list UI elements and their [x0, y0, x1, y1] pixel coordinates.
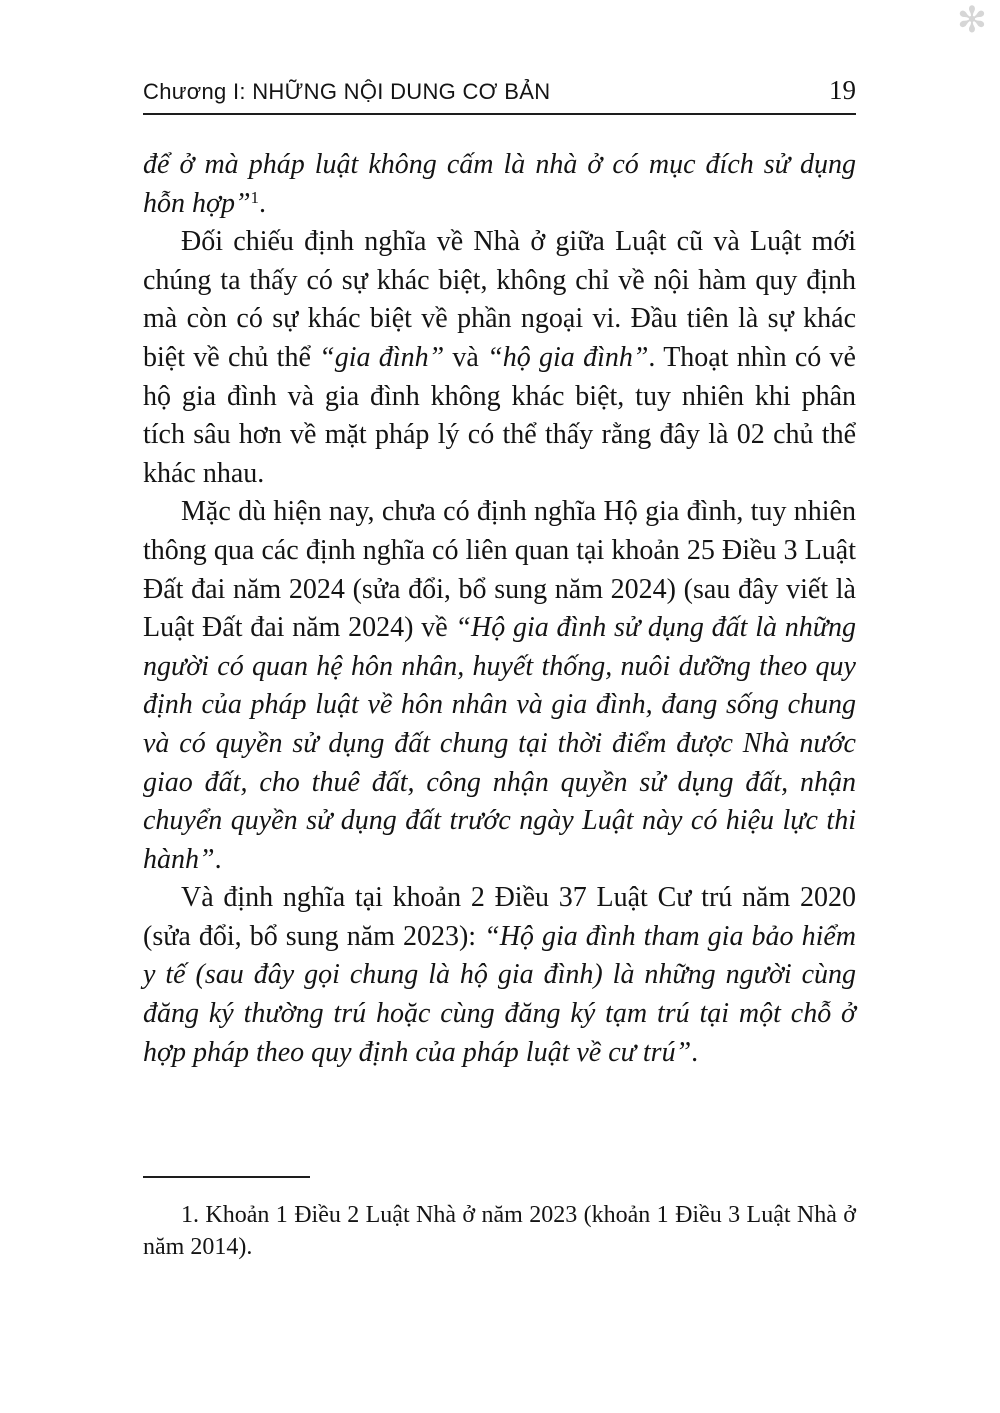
footnote-section	[143, 1176, 856, 1263]
footnote-divider	[143, 1176, 310, 1178]
paragraph	[143, 493, 856, 879]
paragraph	[143, 879, 856, 1072]
quoted-text-run: “hộ gia đình”	[487, 341, 649, 373]
text-run: .	[691, 1036, 699, 1068]
text-run: Đối chiếu định nghĩa về Nhà ở giữa Luật cũ và Luật mới chúng ta thấy có sự khác biệt, không chỉ về nội hàm quy định mà còn có sự khác biệt về phần ngoại vi. Đầu tiên là sự khác biệt về chủ thể	[143, 226, 856, 373]
quoted-text-run: “gia đình”	[319, 341, 445, 373]
flower-ornament-icon: ✻	[956, 0, 987, 40]
paragraph	[143, 146, 856, 223]
text-run: và	[444, 341, 488, 373]
text-run: . Thoạt nhìn có vẻ hộ gia đình và gia đình không khác biệt, tuy nhiên khi phân tích sâu hơn về mặt pháp lý có thể thấy rằng đây là 02 chủ thể khác nhau.	[143, 341, 856, 489]
footnote-reference: 1	[250, 187, 260, 207]
body-paragraphs	[143, 146, 856, 1072]
text-run: Mặc dù hiện nay, chưa có định nghĩa Hộ gia đình, tuy nhiên thông qua các định nghĩa có liên quan tại khoản 25 Điều 3 Luật Đất đai năm 2024 (sửa đổi, bổ sung năm 2024) (sau đây viết là Luật Đất đai năm 2024) về	[143, 496, 856, 644]
content-column	[143, 0, 856, 1072]
page-number: 19	[829, 75, 856, 105]
chapter-title: Chương I: NHỮNG NỘI DUNG CƠ BẢN	[143, 79, 551, 104]
footnote-text: 1. Khoản 1 Điều 2 Luật Nhà ở năm 2023 (khoản 1 Điều 3 Luật Nhà ở năm 2014).	[143, 1202, 856, 1260]
text-run: .	[214, 843, 222, 875]
paragraph	[143, 223, 856, 493]
text-run: .	[259, 187, 267, 219]
page-header	[143, 0, 856, 115]
quoted-text-run: “Hộ gia đình tham gia bảo hiểm y tế (sau đây gọi chung là hộ gia đình) là những người cùng đăng ký thường trú hoặc cùng đăng ký tạm trú tại một chỗ ở hợp pháp theo quy định của pháp luật về cư trú”	[143, 920, 856, 1068]
quoted-text-run: để ở mà pháp luật không cấm là nhà ở có mục đích sử dụng hỗn hợp”	[143, 149, 856, 219]
text-run: Và định nghĩa tại khoản 2 Điều 37 Luật Cư trú năm 2020 (sửa đổi, bổ sung năm 2023):	[143, 882, 856, 952]
quoted-text-run: “Hộ gia đình sử dụng đất là những người có quan hệ hôn nhân, huyết thống, nuôi dưỡng theo quy định của pháp luật về hôn nhân và gia đình, đang sống chung và có quyền sử dụng đất chung tại thời điểm được Nhà nước giao đất, cho thuê đất, công nhận quyền sử dụng đất, nhận chuyển quyền sử dụng đất trước ngày Luật này có hiệu lực thi hành”	[143, 612, 856, 875]
